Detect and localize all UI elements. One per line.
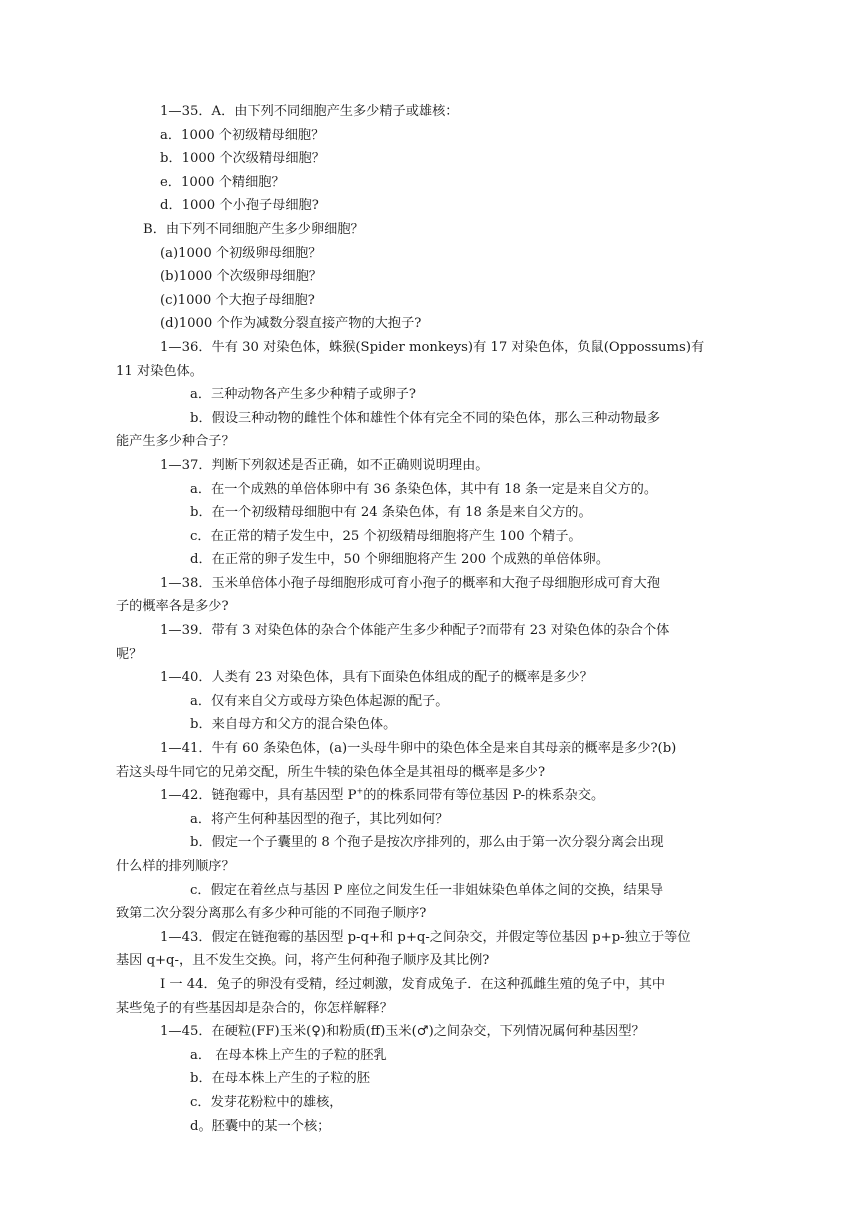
question-continuation: 某些兔子的有些基因却是杂合的，你怎样解释？ <box>116 1000 393 1016</box>
option-d: d．1000 个小孢子母细胞? <box>160 198 319 214</box>
option-b: b．在母本株上产生的子粒的胚 <box>190 1071 370 1087</box>
option-b: b．假设三种动物的雌性个体和雄性个体有完全不同的染色体，那么三种动物最多 <box>190 410 661 426</box>
option-c: c．假定在着丝点与基因 P 座位之间发生任一非姐妹染色单体之间的交换，结果导 <box>190 882 664 898</box>
question-1-44: I 一 44．兔子的卵没有受精，经过刺激，发育成兔子．在这种孤雌生殖的兔子中，其中 <box>160 976 666 992</box>
question-1-45: 1—45．在硬粒(FF)玉米(♀)和粉质(ff)玉米(♂)之间杂交，下列情况属何种基因型？ <box>160 1024 645 1040</box>
question-1-42 <box>116 784 742 808</box>
option-d: d．在正常的卵子发生中，50 个卵细胞将产生 200 个成熟的单倍体卵。 <box>190 552 610 568</box>
question-1-40: 1—40．人类有 23 对染色体，具有下面染色体组成的配子的概率是多少？ <box>160 670 593 686</box>
option-a: a．1000 个初级精母细胞？ <box>160 127 325 143</box>
question-text: 1—42．链孢霉中，具有基因型 P <box>160 788 357 804</box>
option-b: b．在一个初级精母细胞中有 24 条染色体，有 18 条是来自父方的。 <box>190 505 592 521</box>
question-continuation: 什么样的排列顺序？ <box>116 859 235 874</box>
option-c: c．在正常的精子发生中，25 个初级精母细胞将产生 100 个精子。 <box>190 528 582 544</box>
question-1-36: 1—36．牛有 30 对染色体，蛛猴(Spider monkeys)有 17 对染色体，负鼠(Oppossums)有 <box>160 339 705 355</box>
option-c: c．发芽花粉粒中的雄核， <box>190 1094 343 1110</box>
option-a: a．在一个成熟的单倍体卵中有 36 条染色体，其中有 18 条一定是来自父方的。 <box>190 481 658 497</box>
option-d: d。胚囊中的某一个核； <box>190 1118 331 1134</box>
part-b: B．由下列不同细胞产生多少卵细胞？ <box>143 221 364 237</box>
option-e: e．1000 个精细胞？ <box>160 174 285 190</box>
question-1-35: 1—35．A．由下列不同细胞产生多少精子或雄核： <box>160 104 459 119</box>
question-continuation: 若这头母牛同它的兄弟交配，所生牛犊的染色体全是其祖母的概率是多少? <box>116 764 546 780</box>
option-a: a．将产生何种基因型的孢子，其比列如何？ <box>190 811 449 827</box>
question-continuation: 11 对染色体。 <box>116 363 203 379</box>
option-a: a．仅有来自父方或母方染色体起源的配子。 <box>190 693 449 709</box>
option-a: a． 在母本株上产生的子粒的胚乳 <box>190 1047 387 1063</box>
option-b: b．假定一个子囊里的 8 个孢子是按次序排列的，那么由于第一次分裂分离会出现 <box>190 835 664 851</box>
option-a: a．三种动物各产生多少种精子或卵子? <box>190 387 416 403</box>
option-b: b．来自母方和父方的混合染色体。 <box>190 717 397 733</box>
option-d: (d)1000 个作为减数分裂直接产物的大抱子? <box>160 316 422 332</box>
question-1-41: 1—41．牛有 60 条染色体，(a)一头母牛卵中的染色体全是来自其母亲的概率是多少?(b) <box>160 741 677 757</box>
option-c: (c)1000 个大抱子母细胞? <box>160 292 315 308</box>
question-continuation: 呢？ <box>116 646 143 662</box>
superscript-plus: + <box>356 786 364 796</box>
question-1-39: 1—39．带有 3 对染色体的杂合个体能产生多少种配子?而带有 23 对染色体的杂合个体 <box>160 623 670 639</box>
question-1-38: 1—38．玉米单倍体小孢子母细胞形成可育小孢子的概率和大孢子母细胞形成可育大孢 <box>160 575 660 591</box>
question-text-tail: 的的株系同带有等位基因 P-的株系杂交。 <box>363 788 605 804</box>
document-page <box>116 100 742 1138</box>
question-1-43: 1—43．假定在链孢霉的基因型 p-q+和 p+q-之间杂交，并假定等位基因 p+p-独立于等位 <box>160 929 691 945</box>
question-continuation: 致第二次分裂分离那么有多少种可能的不同孢子顺序? <box>116 906 427 922</box>
option-a: (a)1000 个初级卵母细胞？ <box>160 245 322 261</box>
question-continuation: 能产生多少种合子？ <box>116 434 235 450</box>
option-b: (b)1000 个次级卵母细胞？ <box>160 269 322 285</box>
option-b: b．1000 个次级精母细胞？ <box>160 151 325 167</box>
question-1-37: 1—37．判断下列叙述是否正确，如不正确则说明理由。 <box>160 457 489 473</box>
question-continuation: 子的概率各是多少? <box>116 599 229 615</box>
question-continuation: 基因 q+q-，且不发生交换。问，将产生何种孢子顺序及其比例? <box>116 953 490 969</box>
